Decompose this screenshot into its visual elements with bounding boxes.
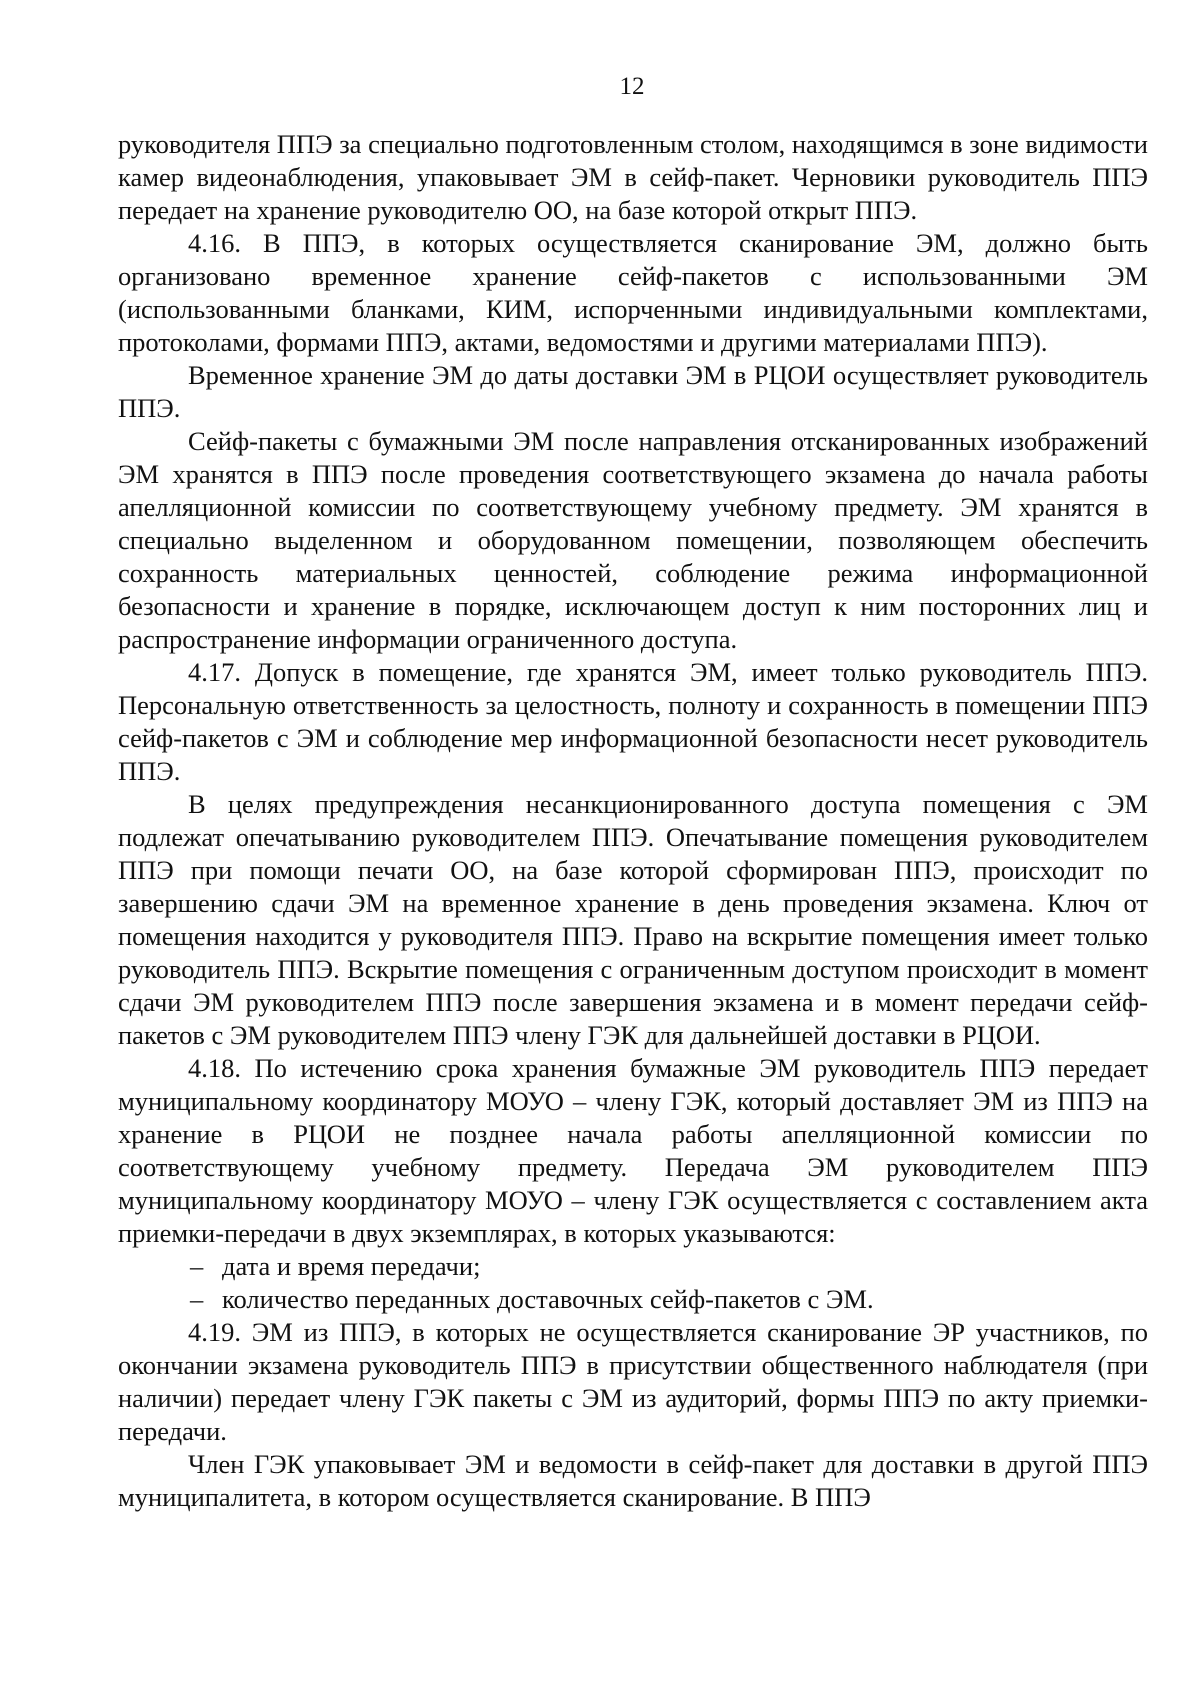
list-dash: –: [190, 1251, 204, 1281]
paragraph-safe-packages: Сейф-пакеты с бумажными ЭМ после направления отсканированных изображений ЭМ хранятся в ППЭ после проведения соответствующего экзамена до начала работы апелляционной комиссии по соответствующему учебному предмету. ЭМ хранятся в специально выделенном и оборудованном помещении, позволяющем обеспечить сохранность материальных ценностей, соблюдение режима информационной безопасности и хранение в порядке, исключающем доступ к ним посторонних лиц и распространение информации ограниченного доступа.: [118, 426, 1148, 654]
paragraph-4-19: 4.19. ЭМ из ППЭ, в которых не осуществляется сканирование ЭР участников, по окончании экзамена руководитель ППЭ в присутствии общественного наблюдателя (при наличии) передает члену ГЭК пакеты с ЭМ из аудиторий, формы ППЭ по акту приемки-передачи.: [118, 1317, 1148, 1446]
paragraph-temporary-storage: Временное хранение ЭМ до даты доставки ЭМ в РЦОИ осуществляет руководитель ППЭ.: [118, 360, 1148, 423]
paragraph-sealing: В целях предупреждения несанкционированного доступа помещения с ЭМ подлежат опечатыванию руководителем ППЭ. Опечатывание помещения руководителем ППЭ при помощи печати ОО, на базе которой сформирован ППЭ, происходит по завершению сдачи ЭМ на временное хранение в день проведения экзамена. Ключ от помещения находится у руководителя ППЭ. Право на вскрытие помещения имеет только руководитель ППЭ. Вскрытие помещения с ограниченным доступом происходит в момент сдачи ЭМ руководителем ППЭ после завершения экзамена и в момент передачи сейф-пакетов с ЭМ руководителем ППЭ члену ГЭК для дальнейшей доставки в РЦОИ.: [118, 789, 1148, 1050]
document-body: [118, 128, 1148, 1514]
list-item-text: количество переданных доставочных сейф-пакетов с ЭМ.: [222, 1284, 874, 1314]
paragraph-4-16: 4.16. В ППЭ, в которых осуществляется сканирование ЭМ, должно быть организовано временное хранение сейф-пакетов с использованными ЭМ (использованными бланками, КИМ, испорченными индивидуальными комплектами, протоколами, формами ППЭ, актами, ведомостями и другими материалами ППЭ).: [118, 228, 1148, 357]
list-item: [118, 1283, 1148, 1316]
paragraph-continuation: руководителя ППЭ за специально подготовленным столом, находящимся в зоне видимости камер видеонаблюдения, упаковывает ЭМ в сейф-пакет. Черновики руководитель ППЭ передает на хранение руководителю ОО, на базе которой открыт ППЭ.: [118, 129, 1148, 225]
list-dash: –: [190, 1284, 204, 1314]
page-number: 12: [619, 73, 645, 100]
list-item: [118, 1250, 1148, 1283]
paragraph-gek-member: Член ГЭК упаковывает ЭМ и ведомости в сейф-пакет для доставки в другой ППЭ муниципалитета, в котором осуществляется сканирование. В ППЭ: [118, 1449, 1148, 1512]
paragraph-4-17: 4.17. Допуск в помещение, где хранятся ЭМ, имеет только руководитель ППЭ. Персональную ответственность за целостность, полноту и сохранность в помещении ППЭ сейф-пакетов с ЭМ и соблюдение мер информационной безопасности несет руководитель ППЭ.: [118, 657, 1148, 786]
list-item-text: дата и время передачи;: [222, 1251, 481, 1281]
paragraph-4-18: 4.18. По истечению срока хранения бумажные ЭМ руководитель ППЭ передает муниципальному координатору МОУО – члену ГЭК, который доставляет ЭМ из ППЭ на хранение в РЦОИ не позднее начала работы апелляционной комиссии по соответствующему учебному предмету. Передача ЭМ руководителем ППЭ муниципальному координатору МОУО – члену ГЭК осуществляется с составлением акта приемки-передачи в двух экземплярах, в которых указываются:: [118, 1053, 1148, 1248]
